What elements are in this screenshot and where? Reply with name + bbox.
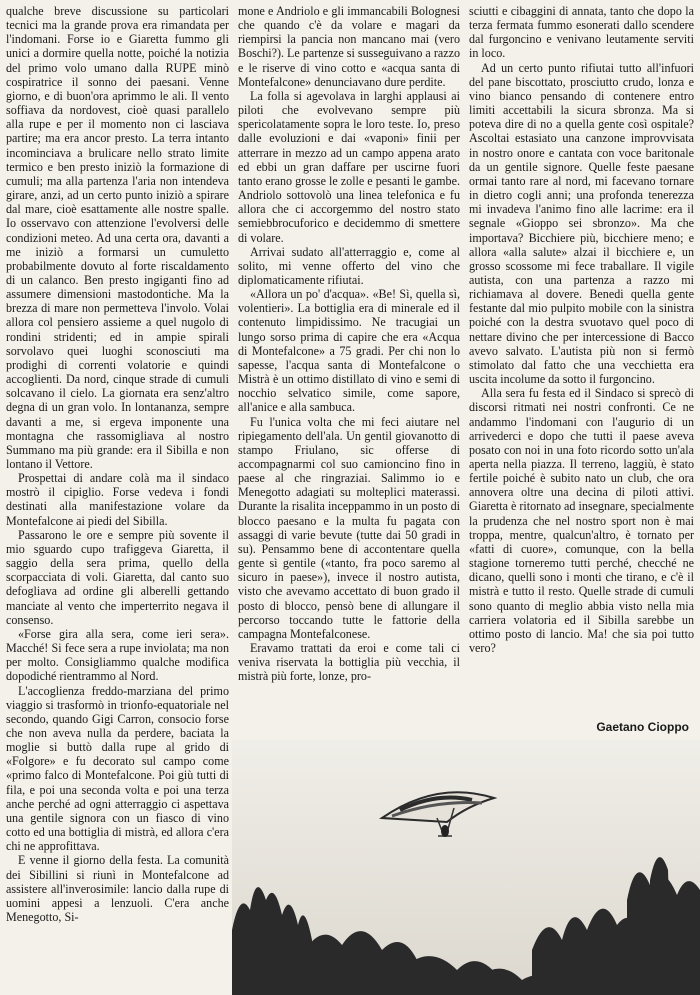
article-column-3 — [469, 4, 694, 707]
paragraph: Arrivai sudato all'atterraggio e, come al solito, mi venne offerto del vino che diplomaticamente rifiutai. — [238, 244, 460, 287]
paragraph: mone e Andriolo e gli immancabili Bolognesi che quando c'è da volare e magari da riempirsi la pancia non mancano mai (vero Boschi?). Le partenze si susseguivano a razzo e le riserve di vino cotto e «acqua santa di Montefalcone» denunciavano dure perdite. — [238, 4, 460, 89]
paragraph: La folla si agevolava in larghi applausi ai piloti che evolvevano sempre più spericolatamente sopra le loro teste. Io, preso dalle evoluzioni e dai «vaponi» finii per atterrare in mezzo ad un campo appena arato ed ebbi un gran daffare per uscirne fuori tanto erano grosse le zolle e pesanti le gambe. Andriolo sottovolò una linea telefonica e fu allora che ci accorgemmo del nostro stato semiebbrocuforico e decidemmo di smettere di volare. — [238, 88, 460, 245]
paragraph: Alla sera fu festa ed il Sindaco si sprecò di discorsi ritmati nei nostri confronti. Ce ne andammo l'indomani con l'augurio di un arrivederci e dopo che tutti il paese aveva posato con noi in una foto ricordo sotto un'ala aperta nella piazza. Il terreno, laggiù, è stato fertile poiché è subito nato un club, che ora annovera oltre una decina di piloti attivi. Giaretta è ritornato ad insegnare, specialmente la prudenza che nel nostro sport non è mai troppa, mentre, qualcun'altro, è tornato per «fatti di cuore», comunque, con la bella stagione torneremo tutti perché, checché ne dicano, quelli sono i monti che tirano, e c'è il mistrà e tutto il resto. Quelle strade di cumuli sono quanto di meglio abbia visto nella mia carriera volatoria ed il Sibilla sarebbe un ottimo posto di lancio. Ma! che sia poi tutto vero? — [469, 386, 694, 656]
paragraph: L'accoglienza freddo-marziana del primo viaggio si trasformò in trionfo-equatoriale nel secondo, quando Gigi Carron, consocio forse che non aveva nulla da perdere, baciata la moglie si buttò dalla rupe al grido di «Folgore» e fu decorato sul campo come «primo falco di Montefalcone. Poi giù tutti di fila, e poi una seconda volta e poi una terza anche perché ad ogni atterraggio ci aspettava una gentile signora con un fiasco di vino cotto ed una bottiglia di mistrà, ed allora c'era chi ne approfittava. — [6, 683, 229, 854]
article-column-1 — [6, 4, 229, 992]
paragraph: qualche breve discussione su particolari tecnici ma la grande prova era rimandata per l'indomani. Forse io e Giaretta fummo gli unici a dormire quella notte, poiché la notizia del primo volo umano dalla RUPE minò cospiratrice il sonno dei paesani. Venne giorno, e di buon'ora aprimmo le ali. Il vento soffiava da nordovest, cioè quasi parallelo alla rupe e per il momento non ci lasciava partire; ma era ancor presto. La terra intanto incominciava a brulicare nello strato limite termico e ben presto iniziò la formazione di cumuli; ma alla partenza l'aria non intendeva girare, anzi, ad un certo punto iniziò a spirare dal mare, cioè esattamente alle nostre spalle. Io osservavo con attenzione l'evolversi delle condizioni meteo. Ad una certa ora, davanti a me iniziò a formarsi un cumuletto probabilmente dovuto al forte riscaldamento di un calanco. Ben presto ingiganti fino ad assumere dimensioni mastodontiche. Ma la brezza di mare non permetteva l'involo. Volai allora col pensiero assieme a quel nugolo di rondini stridenti; ed in ampie spirali sorvolavo quei luoghi sconosciuti ma prodighi di correnti volatorie e quindi accoglienti. Da nord, cinque strade di cumuli solcavano il cielo. La giornata era senz'altro degna di un gran volo. In lontananza, sempre davanti a me, si ergeva imponente una montagna che rassomigliava al nostro Summano ma più grande: era il Sibilla e non lontano il Vettore. — [6, 4, 229, 471]
paragraph: Fu l'unica volta che mi feci aiutare nel ripiegamento dell'ala. Un gentil giovanotto di stampo Friulano, sic offerse di accompagnarmi col suo camioncino fino in paese al che ringraziai. Salimmo io e Menegotto adagiati su molteplici materassi. Durante la risalita inceppammo in un posto di blocco paesano e la multa fu pagata con assaggi di varie bevute (tutte dai 50 gradi in su). Pensammo bene di accontentare quella gente sì gentile («tanto, fra poco saremo al sicuro in paese»), invece il nostro autista, visto che avevamo accettato di buon grado il posto di blocco, pensò bene di allungare il percorso toccando tutte le fattorie della campagna Montefalconese. — [238, 414, 460, 641]
author-byline: Gaetano Cioppo — [596, 720, 689, 734]
paragraph: Eravamo trattati da eroi e come tali ci veniva riservata la bottiglia più vecchia, il mistrà più forte, lonze, pro- — [238, 641, 460, 684]
paragraph: Prospettai di andare colà ma il sindaco mostrò il cipiglio. Forse vedeva i fondi destinati alla manifestazione volare da Montefalcone ai piedi del Sibilla. — [6, 471, 229, 528]
paragraph: «Forse gira alla sera, come ieri sera». Macché! Si fece sera a rupe inviolata; ma non per molto. Consigliammo qualche modifica dopodiché rientrammo al Nord. — [6, 626, 229, 684]
paragraph: sciutti e cibaggini di annata, tanto che dopo la terza fermata fummo esonerati dallo scendere dal furgoncino e venivano leutamente serviti in loco. — [469, 4, 694, 61]
paragraph: E venne il giorno della festa. La comunità dei Sibillini si riunì in Montefalcone ad assistere all'inverosimile: lancio dalla rupe di uomini appesi a lenzuoli. C'era anche Menegotto, Si- — [6, 853, 229, 924]
paragraph: Passarono le ore e sempre più sovente il mio sguardo cupo trafiggeva Giaretta, il saggio della sera prima, quello della scorpacciata di voli. Giaretta, dal canto suo defogliava ad ordine gli alberelli gettando manciate al vento che imperterrito negava il consenso. — [6, 527, 229, 627]
paragraph: Ad un certo punto rifiutai tutto all'infuori del pane biscottato, prosciutto crudo, lonza e vino bianco pensando di contenere entro limiti accettabili la sicura sbronza. Ma si poteva dire di no a quella gente così ospitale? Ascoltai estasiato una canzone improvvisata in nostro onore e cantata con voce baritonale da un gentile signore. Quelle feste paesane ormai tanto rare al nord, mi facevano tornare in dietro cogli anni; una profonda tenerezza mi invadeva l'animo fino alle lacrime: era il segnale «Gioppo sei sbronzo». Ma che importava? Bicchiere più, bicchiere meno; e allora «alla salute» alzai il bicchiere e, un grosso scossome mi fece traballare. Il vigile autista, con una partenza a razzo mi richiamava al dovere. Benedi quella gente festante dal mio pulpito mobile con la sinistra poiché con la destra svuotavo quel poco di nettare divino che per intercessione di Bacco avevo salvato. L'autista più non si fermò stimolato dal fatto che una vecchietta era uscita incolume da sotto il furgoncino. — [469, 60, 694, 387]
article-column-2 — [238, 4, 460, 707]
hang-glider-photo — [232, 740, 700, 995]
paragraph: «Allora un po' d'acqua». «Be! Sì, quella sì, volentieri». La bottiglia era di minerale ed il contenuto limpidissimo. Ne tracugiai un lungo sorso prima di capire che era «Acqua di Montefalcone» a 75 gradi. Per chi non lo sapesse, l'acqua santa di Montefalcone o Mistrà è un ottimo distillato di vino e semi di nocchio selvatico simile, come sapore, all'anice e alla sambuca. — [238, 287, 460, 415]
